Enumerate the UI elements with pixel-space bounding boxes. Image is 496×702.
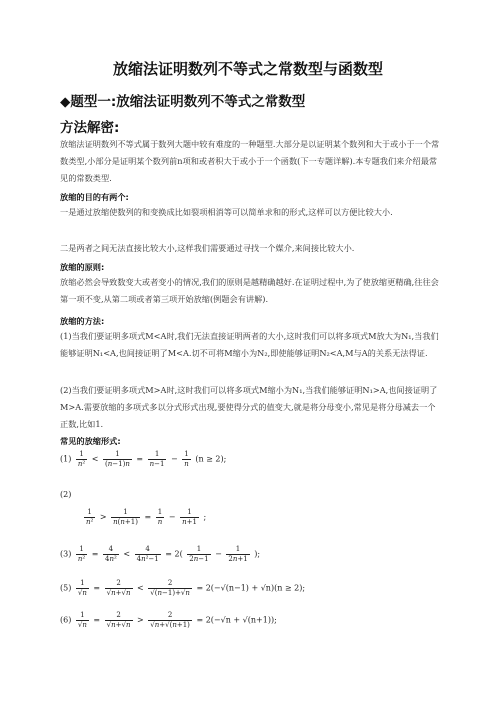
formula-6-label: (6) [60,615,72,625]
formula-1: (1) $\frac{1}{\text{n²}}$ < $\frac{1}{(n-1)n}$ = $\frac{1}{n-1}$ − $\frac{1}{n}$ (n ≥ 2); [60,450,227,468]
intro-paragraph: 放缩法证明数列不等式属于数列大题中较有难度的一种题型.大部分是以证明某个数列和大于或小于一个常数类型,小部分是证明某个数列前n项和或者积大于或小于一个函数(下一专题详解).本专题我们来介绍最常见的常数类型. [60,139,440,183]
formula-3: (3) $\frac{1}{\text{n²}}$ = $\frac{4}{\text{4n²}}$ < $\frac{4}{\text{4n²−1}}$ = 2( $\frac{1}{2n-1}$ − $\frac{1}{2n+1}$ ); [60,545,261,563]
purpose-heading: 放缩的目的有两个: [60,192,129,202]
formula-2-body: $\frac{1}{\text{n²}}$ > $\frac{1}{n(n+1)}$ = $\frac{1}{n}$ − $\frac{1}{n+1}$ ; [86,508,207,526]
formula-2-label: (2) [60,490,72,499]
formula-5-label: (5) [60,583,72,593]
formula-2 [60,490,71,499]
common-heading: 常见的放缩形式: [60,436,121,446]
formula-6-tail: = 2(−√n + √(n+1)); [196,615,277,625]
section-heading: ◆题型一:放缩法证明数列不等式之常数型 [60,94,306,110]
formula-6: (6) $\frac{1}{√n}$ = $\frac{2}{√n+√n}$ > $\frac{2}{√n+√(n+1)}$ = 2(−√n + √(n+1)); [60,611,277,629]
purpose-1: 一是通过放缩使数列的和变换成比如裂项相消等可以简单求和的形式,这样可以方便比较大小. [60,207,393,217]
principle-heading: 放缩的原则: [60,262,105,272]
method-1: (1)当我们要证明多项式M<A时,我们无法直接证明两者的大小,这时我们可以将多项式M放大为N₁,当我们能够证明N₁<A,也间接证明了M<A.切不可将M缩小为N₂,即使能够证明N₂<A,M与A的关系无法得证. [60,331,439,358]
document-title: 放缩法证明数列不等式之常数型与函数型 [112,60,383,78]
formula-5: (5) $\frac{1}{√n}$ = $\frac{2}{√n+√n}$ < $\frac{2}{√(n-1)+√n}$ = 2(−√(n−1) + √n)(n ≥ 2); [60,579,306,597]
formula-5-tail: = 2(−√(n−1) + √n)(n ≥ 2); [196,583,306,593]
method-heading: 方法解密: [60,120,120,136]
formula-1-tail: (n ≥ 2); [195,454,227,464]
formula-1-label: (1) [60,454,72,464]
principle-text: 放缩必然会导致数变大或者变小的情况,我们的原则是越精确越好.在证明过程中,为了使放缩更精确,往往会第一项不变,从第二项或者第三项开始放缩(例题会有讲解). [60,277,439,304]
method-2: (2)当我们要证明多项式M>A时,这时我们可以将多项式M缩小为N₁,当我们能够证明N₁>A,也间接证明了M>A.需要放缩的多项式多以分式形式出现,要使得分式的值变大,就是将分母变小,常见是将分母减去一个正数,比如1. [60,385,438,429]
purpose-2: 二是两者之间无法直接比较大小,这样我们需要通过寻找一个媒介,来间接比较大小. [60,243,355,253]
methods-heading: 放缩的方法: [60,316,105,326]
formula-3-label: (3) [60,549,72,559]
